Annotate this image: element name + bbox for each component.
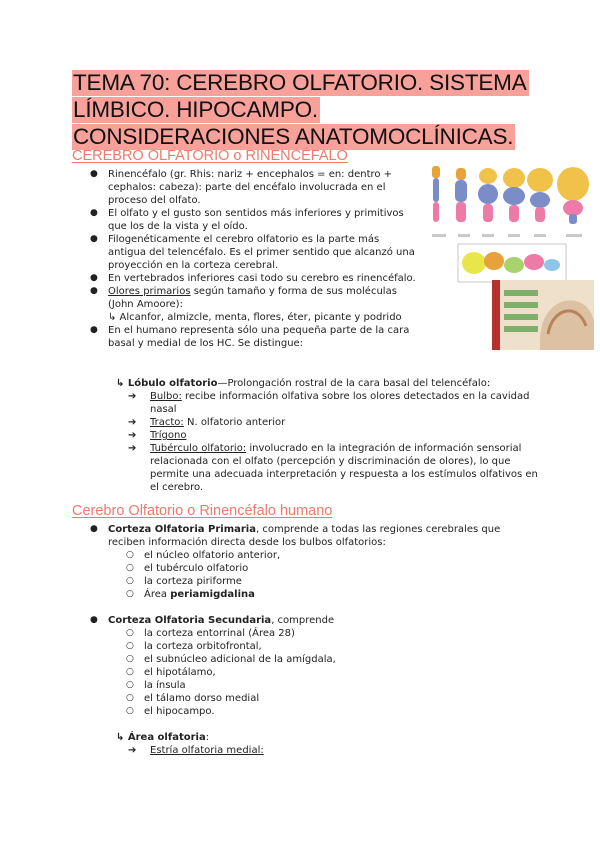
title-line-2: LÍMBICO. HIPOCAMPO. xyxy=(73,97,318,122)
list-subitem: ○ el hipotálamo, xyxy=(126,667,216,678)
bullet-icon: ● xyxy=(90,208,98,218)
section-heading-rinencefalo: CEREBRO OLFATORIO o RINENCÉFALO xyxy=(72,148,348,164)
title-line-1: TEMA 70: CEREBRO OLFATORIO. SISTEMA xyxy=(73,70,527,95)
bullet-icon: ● xyxy=(90,286,98,296)
list-subitem: ○ el tálamo dorso medial xyxy=(126,693,260,704)
section2-body xyxy=(88,523,528,757)
right-arrow-icon: ➔ xyxy=(128,745,137,756)
hollow-bullet-icon: ○ xyxy=(126,576,134,586)
brain-illustration xyxy=(428,162,596,352)
list-item: ● Olores primarios según tamaño y forma de sus moléculas (John Amoore): xyxy=(90,286,397,310)
bullet-icon: ● xyxy=(90,325,98,335)
list-item: ● Corteza Olfatoria Secundaria, comprende xyxy=(90,615,335,626)
section1-bullets xyxy=(88,168,418,350)
list-subitem: ○ el subnúcleo adicional de la amígdala, xyxy=(126,654,336,665)
olfactory-area-heading: ↳ Área olfatoria: xyxy=(116,732,210,743)
list-item: ● Corteza Olfatoria Primaria, comprende a todas las regiones cerebrales que reciben información directa desde los bulbos olfatorios: xyxy=(90,524,501,548)
list-subitem: ○ el hipocampo. xyxy=(126,706,215,717)
list-subitem: ○ el tubérculo olfatorio xyxy=(126,563,249,574)
olfactory-lobe-heading: ↳ Lóbulo olfatorio—Prolongación rostral de la cara basal del telencéfalo: xyxy=(116,378,491,389)
brain-evolution-figure xyxy=(428,162,596,352)
list-item: ➔ Tubérculo olfatorio: involucrado en la integración de información sensorial relacionada con el olfato (percepción y discriminación de olores), lo que permite una adecuada interpretación y respuesta a los estímulos olfativos en el cerebro. xyxy=(128,443,538,493)
list-item: ● En vertebrados inferiores casi todo su cerebro es rinencéfalo. xyxy=(90,273,416,284)
list-item: ➔ Bulbo: recibe información olfativa sobre los olores detectados en la cavidad nasal xyxy=(128,391,530,415)
section-heading-rinencefalo-humano: Cerebro Olfatorio o Rinencéfalo humano xyxy=(72,503,333,519)
list-item: ● Filogenéticamente el cerebro olfatorio es la parte más antigua del telencéfalo. Es el primer sentido que alcanzó una proyección en la corteza cerebral. xyxy=(90,234,415,271)
list-subitem: ○ Área periamigdalina xyxy=(126,589,255,600)
hollow-bullet-icon: ○ xyxy=(126,628,134,638)
list-item: ● En el humano representa sólo una pequeña parte de la cara basal y medial de los HC. Se distingue: xyxy=(90,325,410,349)
list-subitem: ○ la corteza orbitofrontal, xyxy=(126,641,262,652)
list-subitem: ↳ Alcanfor, almizcle, menta, flores, éter, picante y podrido xyxy=(108,312,402,323)
hollow-bullet-icon: ○ xyxy=(126,693,134,703)
list-item: ● El olfato y el gusto son sentidos más inferiores y primitivos que los de la vista y el oído. xyxy=(90,208,404,232)
hollow-bullet-icon: ○ xyxy=(126,589,134,599)
list-subitem: ○ la ínsula xyxy=(126,680,186,691)
list-item: ➔ Estría olfatoria medial: xyxy=(128,745,264,756)
lateral-brain-diagram xyxy=(458,244,566,282)
bullet-icon: ● xyxy=(90,169,98,179)
bullet-icon: ● xyxy=(90,615,98,625)
right-arrow-icon: ➔ xyxy=(128,430,137,441)
bullet-icon: ● xyxy=(90,524,98,534)
right-arrow-icon: ➔ xyxy=(128,391,137,402)
olfactory-lobe-block xyxy=(116,377,556,494)
hollow-bullet-icon: ○ xyxy=(126,550,134,560)
list-item: ● Rinencéfalo (gr. Rhis: nariz + encephalos = en: dentro + cephalos: cabeza): parte del encéfalo involucrada en el proceso del olfato. xyxy=(90,169,393,206)
limbic-section-diagram xyxy=(492,280,594,350)
hollow-bullet-icon: ○ xyxy=(126,563,134,573)
hollow-bullet-icon: ○ xyxy=(126,706,134,716)
list-item: ➔ Trígono xyxy=(128,430,187,441)
hollow-bullet-icon: ○ xyxy=(126,641,134,651)
title-line-3: CONSIDERACIONES ANATOMOCLÍNICAS. xyxy=(73,124,514,149)
right-arrow-icon: ➔ xyxy=(128,443,137,454)
olfactory-lobe-list xyxy=(128,390,544,494)
bullet-icon: ● xyxy=(90,273,98,283)
list-item: ➔ Tracto: N. olfatorio anterior xyxy=(128,417,286,428)
hollow-bullet-icon: ○ xyxy=(126,654,134,664)
right-arrow-icon: ➔ xyxy=(128,417,137,428)
vertebrate-brains-row xyxy=(432,166,589,237)
bullet-icon: ● xyxy=(90,234,98,244)
list-subitem: ○ la corteza entorrinal (Área 28) xyxy=(126,628,295,639)
hollow-bullet-icon: ○ xyxy=(126,667,134,677)
list-subitem: ○ la corteza piriforme xyxy=(126,576,242,587)
list-subitem: ○ el núcleo olfatorio anterior, xyxy=(126,550,281,561)
hollow-bullet-icon: ○ xyxy=(126,680,134,690)
page-title xyxy=(72,70,542,151)
